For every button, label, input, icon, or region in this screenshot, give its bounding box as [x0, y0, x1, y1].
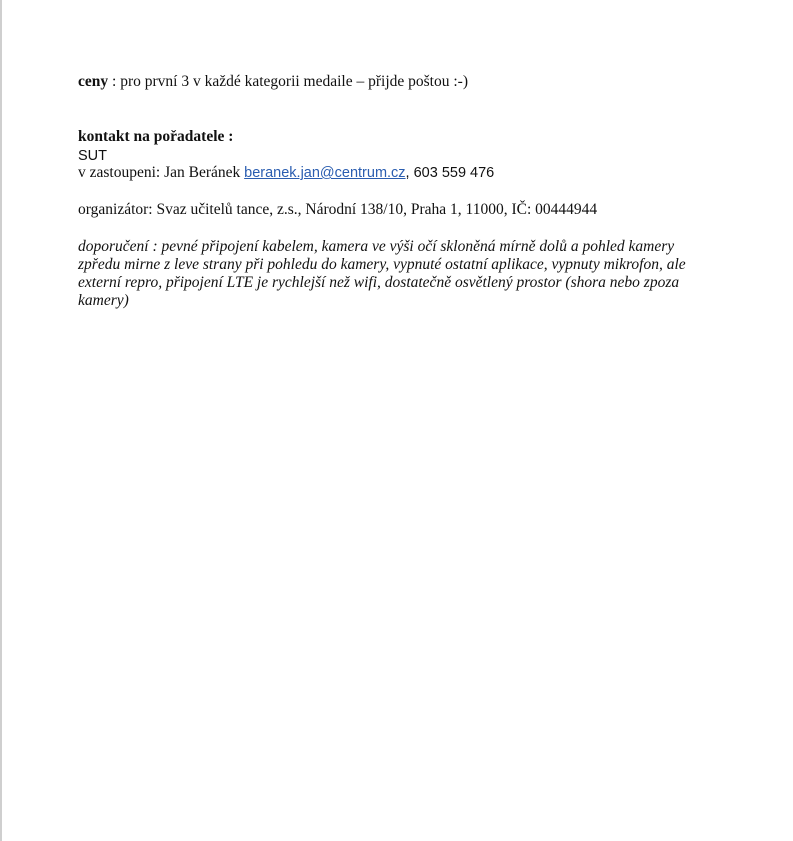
phone-number: , 603 559 476	[405, 165, 495, 181]
representative-line	[78, 163, 494, 183]
representative-prefix: v zastoupeni: Jan Beránek	[78, 164, 245, 181]
organizer-line: organizátor: Svaz učitelů tance, z.s., Národní 138/10, Praha 1, 11000, IČ: 00444944	[78, 201, 598, 218]
email-link[interactable]: beranek.jan@centrum.cz	[244, 165, 406, 181]
organizer-name: SUT	[78, 148, 107, 164]
recommendation-line: kamery)	[78, 292, 129, 309]
contact-heading: kontakt na pořadatele :	[78, 128, 234, 145]
ceny-text: : pro první 3 v každé kategorii medaile – přijde poštou :-)	[108, 73, 468, 90]
recommendation-line: zpředu mirne z leve strany při pohledu do kamery, vypnuté ostatní aplikace, vypnuty mikrofon, ale	[78, 256, 686, 273]
ceny-line	[78, 72, 468, 92]
recommendation-line: externí repro, připojení LTE je rychlejší než wifi, dostatečně osvětlený prostor (shora nebo zpoza	[78, 274, 680, 291]
recommendation-paragraph	[78, 238, 718, 310]
recommendation-line: doporučení : pevné připojení kabelem, kamera ve výši očí skloněná mírně dolů a pohled kamery	[78, 238, 675, 255]
ceny-label: ceny	[78, 73, 109, 90]
